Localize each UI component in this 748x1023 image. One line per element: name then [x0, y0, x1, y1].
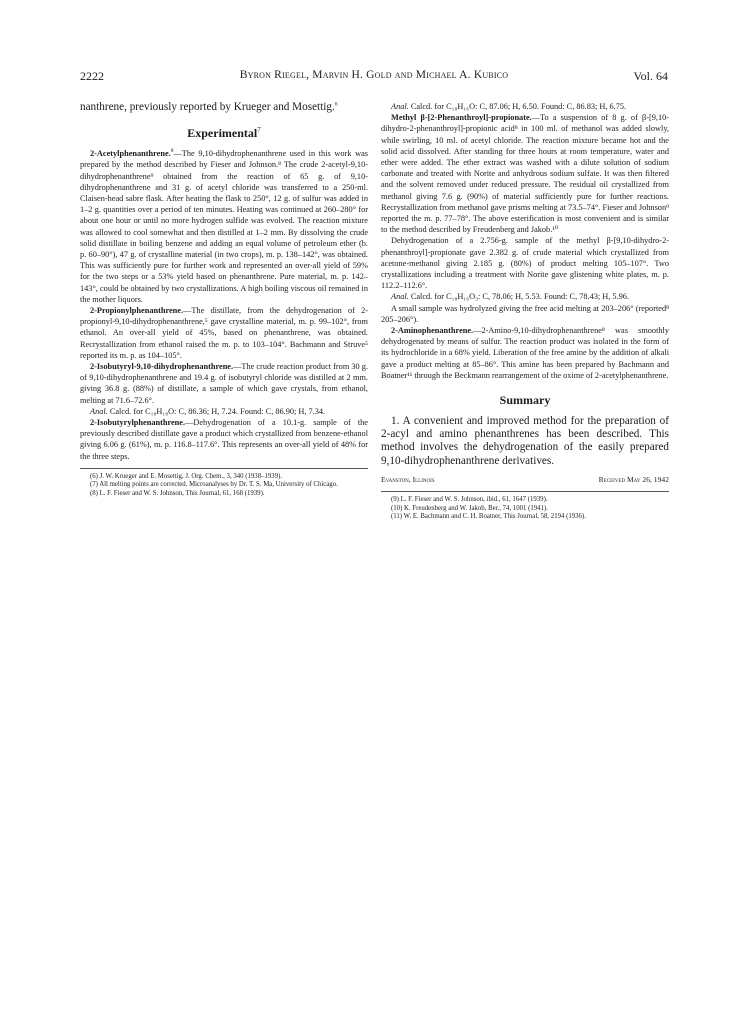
- paragraph-acetylphenanthrene: 2-Acetylphenanthrene.$^8$—The 9,10-dihydrophenanthrene used in this work was prepared by the method described by Fieser and Johnson.⁸ The crude 2-acetyl-9,10-dihydrophenanthrene⁹ obtained from the reaction of 65 g. of 9,10-dihydrophenanthrene and 31 g. of acetyl chloride was transferred to a 250-ml. Claisen-head sabre flask. After heating the flask to 250°, 12 g. of sulfur was added in 1–2 g. quantities over a period of ten minutes. Heating was continued at 260–280° for about one hour or until no more hydrogen sulfide was evolved. The reaction mixture was allowed to cool somewhat and then distilled at 1–2 mm. By dissolving the crude solid distillate in boiling benzene and adding an equal volume of petroleum ether (b. p. 60–90°), 47 g. of crystalline material (in two crops), m. p. 138–142°, was obtained. This was sufficiently pure for further work and represented an over-all yield of 59% for the two steps or a 53% yield based on phenanthrene. Pure material, m. p. 142–143°, could be obtained by two crystallizations. A high boiling viscous oil remained in the mother liquors.: [80, 148, 368, 304]
- section-title-summary: Summary: [499, 393, 551, 408]
- affiliation-line: [381, 474, 669, 485]
- summary-paragraph: 1. A convenient and improved method for the preparation of 2-acyl and amino phenanthrenes has been described. This method involves the dehydrogenation of the easily prepared 9,10-dihydrophenanthrene derivatives.: [381, 415, 669, 467]
- volume-label: Vol. 64: [633, 69, 668, 83]
- city-label: Evanston, Illinois: [381, 474, 435, 484]
- running-header: [80, 69, 668, 85]
- left-column: [80, 101, 368, 499]
- footnote: (10) K. Freudenberg and W. Jakob, Ber., 74, 1001 (1941).: [391, 504, 548, 512]
- intro-paragraph: nanthrene, previously reported by Krueger and Mosettig.$^6$: [80, 101, 338, 113]
- paragraph-dehydrogenation: Dehydrogenation of a 2.756-g. sample of the methyl β-[9,10-dihydro-2-phenanthroyl]-propionate gave 2.382 g. of crude material which crystallized from acetone-methanol giving 2.185 g. (80%) of product melting 105–107°. Two crystallizations including a treatment with Norite gave glistening white plates, m. p. 112.2–112.6°.: [381, 236, 669, 291]
- paragraph-hydrolysis: A small sample was hydrolyzed giving the free acid melting at 203–206° (reported⁸ 205–206°).: [381, 303, 669, 324]
- right-column: [381, 101, 669, 522]
- footnote: (7) All melting points are corrected. Microanalyses by Dr. T. S. Ma, University of Chicago.: [90, 481, 338, 489]
- footnote: (8) L. F. Fieser and W. S. Johnson, This Journal, 61, 168 (1939).: [90, 490, 265, 498]
- paragraph-analysis-1: Anal. Calcd. for C₁₈H₁₈O: C, 86.36; H, 7.24. Found: C, 86.90; H, 7.34.: [90, 406, 326, 416]
- footnote-rule: [80, 468, 368, 469]
- paragraph-isobutyrylphenanthrene: 2-Isobutyrylphenanthrene.—Dehydrogenation of a 10.1-g. sample of the previously described distillate gave a product which crystallized from benzene-ethanol giving 6.06 g. (61%), m. p. 116.8–117.6°. This represents an over-all yield of 48% for the three steps.: [80, 418, 368, 461]
- paragraph-analysis-2: Anal. Calcd. for C₁₈H₁₆O: C, 87.06; H, 6.50. Found: C, 86.83; H, 6.75.: [391, 102, 627, 111]
- footnote: (9) L. F. Fieser and W. S. Johnson, ibid., 61, 1647 (1939).: [391, 496, 548, 504]
- paragraph-aminophenanthrene: 2-Aminophenanthrene.—2-Amino-9,10-dihydrophenanthrene⁸ was smoothly dehydrogenated by means of sulfur. The reaction product was isolated in the form of its hydrochloride in a 68% yield. Liberation of the free amine by the addition of alkali gave a product melting at 85–86°. This amine has been prepared by Bachmann and Boatner¹¹ through the Beckmann rearrangement of the oxime of 2-acetylphenanthrene.: [381, 326, 669, 380]
- footnote: (11) W. E. Bachmann and C. H. Boatner, This Journal, 58, 2194 (1936).: [391, 513, 586, 521]
- footnote-rule: [381, 491, 669, 492]
- footnote: (6) J. W. Krueger and E. Mosettig, J. Org. Chem., 3, 340 (1938–1939).: [90, 472, 283, 480]
- running-head-authors: Byron Riegel, Marvin H. Gold and Michael A. Kubico: [239, 69, 509, 81]
- page-number: 2222: [80, 69, 104, 83]
- paragraph-isobutyryl-dihydrophenanthrene: 2-Isobutyryl-9,10-dihydrophenanthrene.—The crude reaction product from 30 g. of 9,10-dihydrophenanthrene and 19.4 g. of isobutyryl chloride was distilled at 2 mm. giving 36.8 g. (88%) of distillate, a sample of which gave crystals, from ethanol, melting at 71.6–72.6°.: [80, 362, 368, 405]
- paragraph-methyl-propionate: Methyl β-[2-Phenanthroyl]-propionate.—To a suspension of 8 g. of β-[9,10-dihydro-2-phenanthroyl]-propionic acid⁸ in 100 ml. of methanol was added slowly, while swirling, 10 ml. of acetyl chloride. The reaction mixture became hot and the solid acid dissolved. After standing for three hours at room temperature, water and ether were added. The ether extract was washed with a dilute solution of sodium carbonate and treated with Norite and anhydrous sodium sulfate. It was then filtered and the solvent removed under reduced pressure. The residual oil crystallized from methanol giving 7.6 g. (90%) of material sufficiently pure for further reactions. Recrystallization from methanol gave prisms melting at 73.5–74°. Fieser and Johnson⁹ reported the m. p. 77–78°. The above esterification is most convenient and is similar to the method described by Freudenberg and Jakob.¹⁰: [381, 113, 670, 235]
- paragraph-analysis-3: Anal. Calcd. for C₁₈H₁₆O₃: C, 78.06; H, 5.53. Found: C, 78.43; H, 5.96.: [391, 292, 630, 302]
- section-title-experimental: Experimental$^7$: [187, 126, 261, 141]
- received-date: Received May 26, 1942: [598, 474, 669, 484]
- paragraph-propionylphenanthrene: 2-Propionylphenanthrene.—The distillate, from the dehydrogenation of 2-propionyl-9,10-dihydrophenanthrene,⁵ gave crystalline material, m. p. 99–102°, from ethanol. An over-all yield of 45%, based on phenanthrene, was obtained. Recrystallization from ethanol raised the m. p. to 103–104°. Bachmann and Struve⁵ reported its m. p. as 104–105°.: [80, 306, 368, 360]
